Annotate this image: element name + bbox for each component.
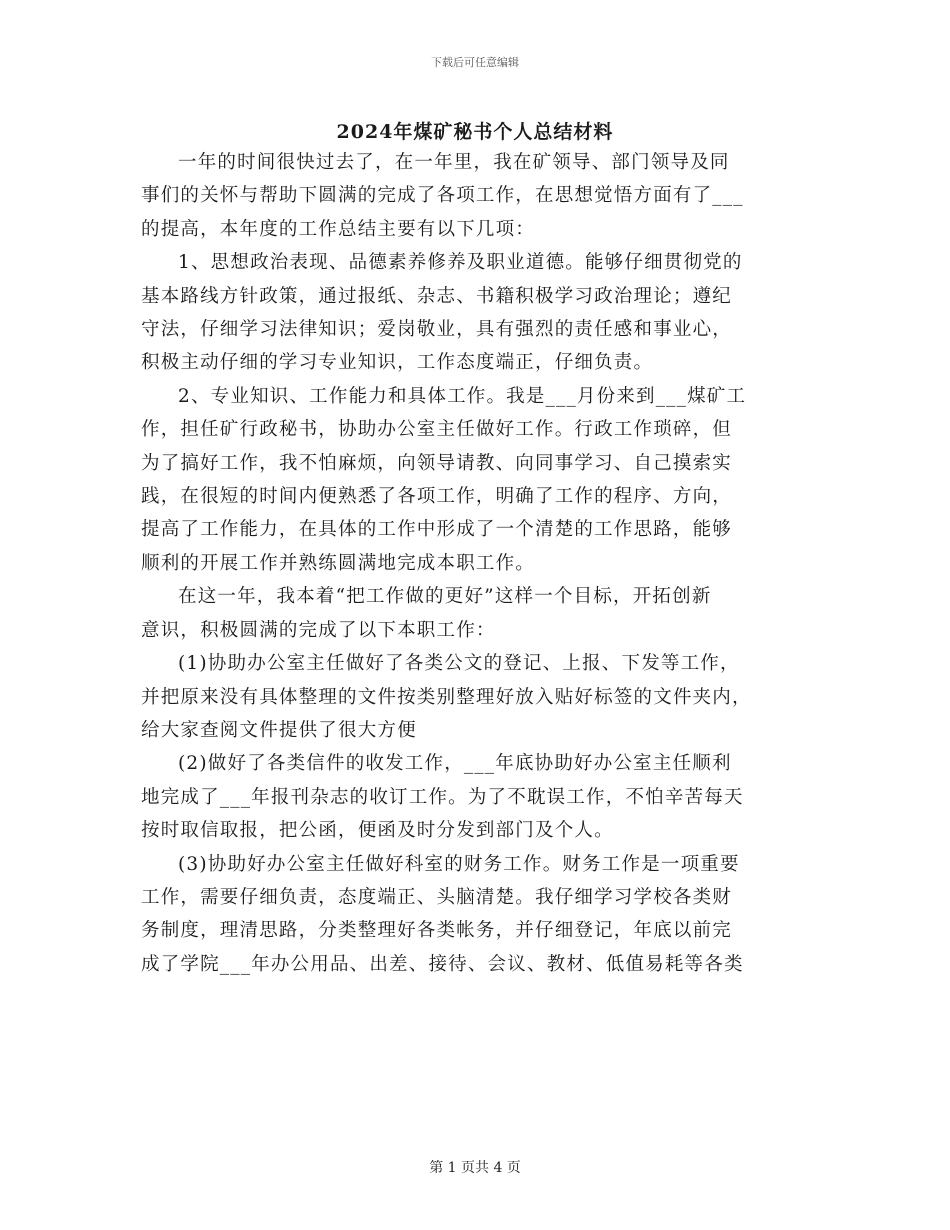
paragraph-section-1: [141, 246, 809, 380]
page-number-footer: 第 1 页共 4 页: [429, 1160, 521, 1176]
text-line: (2)做好了各类信件的收发工作，___年底协助好办公室主任顺利: [178, 753, 732, 775]
text-line: 并把原来没有具体整理的文件按类别整理好放入贴好标签的文件夹内，: [141, 686, 752, 708]
text-line: 在这一年，我本着“把工作做的更好”这样一个目标，开拓创新: [178, 586, 712, 608]
text-line: 意识，积极圆满的完成了以下本职工作：: [141, 619, 496, 641]
text-line: 成了学院___年办公用品、出差、接待、会议、教材、低值易耗等各类: [141, 953, 744, 975]
text-line: (1)协助办公室主任做好了各类公文的登记、上报、下发等工作，: [178, 653, 740, 675]
paragraph-item-2: [141, 747, 809, 847]
text-line: 基本路线方针政策，通过报纸、杂志、书籍积极学习政治理论；遵纪: [141, 285, 733, 307]
text-line: 为了搞好工作，我不怕麻烦，向领导请教、向同事学习、自己摸索实: [141, 452, 733, 474]
text-line: 作，担任矿行政秘书，协助办公室主任做好工作。行政工作琐碎，但: [141, 419, 733, 441]
page-header-note: 下载后可任意编辑: [431, 56, 519, 69]
text-line: (3)协助好办公室主任做好科室的财务工作。财务工作是一项重要: [178, 853, 740, 875]
paragraph-item-3: [141, 848, 809, 982]
text-line: 地完成了___年报刊杂志的收订工作。为了不耽误工作，不怕辛苦每天: [141, 786, 744, 808]
paragraph-item-1: [141, 647, 809, 747]
text-line: 提高了工作能力，在具体的工作中形成了一个清楚的工作思路，能够: [141, 519, 733, 541]
text-line: 积极主动仔细的学习专业知识，工作态度端正，仔细负责。: [141, 352, 654, 374]
document-title: 2024年煤矿秘书个人总结材料: [336, 121, 614, 143]
text-line: 工作，需要仔细负责，态度端正、头脑清楚。我仔细学习学校各类财: [141, 886, 733, 908]
text-line: 给大家查阅文件提供了很大方便: [141, 719, 417, 741]
text-line: 一年的时间很快过去了，在一年里，我在矿领导、部门领导及同: [178, 152, 730, 173]
paragraph-goal: [141, 580, 809, 647]
document-body: [141, 146, 809, 981]
text-line: 1、思想政治表现、品德素养修养及职业道德。能够仔细贯彻党的: [178, 252, 743, 274]
text-line: 的提高，本年度的工作总结主要有以下几项：: [141, 218, 536, 240]
text-line: 践，在很短的时间内便熟悉了各项工作，明确了工作的程序、方向，: [141, 486, 733, 508]
text-line: 守法，仔细学习法律知识；爱岗敬业，具有强烈的责任感和事业心，: [141, 319, 733, 341]
text-line: 按时取信取报，把公函，便函及时分发到部门及个人。: [141, 820, 614, 842]
paragraph-intro: [141, 146, 809, 246]
paragraph-section-2: [141, 380, 809, 580]
text-line: 事们的关怀与帮助下圆满的完成了各项工作，在思想觉悟方面有了___: [141, 185, 744, 207]
text-line: 务制度，理清思路，分类整理好各类帐务，并仔细登记，年底以前完: [141, 920, 733, 942]
text-line: 2、专业知识、工作能力和具体工作。我是___月份来到___煤矿工: [178, 385, 747, 407]
text-line: 顺利的开展工作并熟练圆满地完成本职工作。: [141, 552, 536, 574]
